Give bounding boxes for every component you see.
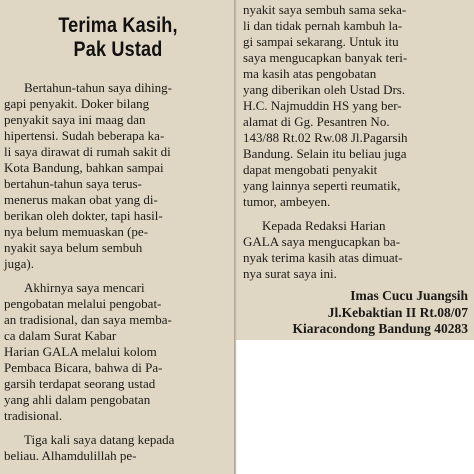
article-text-line: li saya dirawat di rumah sakit di <box>4 144 171 159</box>
article-text-line: penyakit saya ini maag dan <box>4 112 146 127</box>
article-text-line: nyakit saya sembuh sama seka- <box>243 2 407 17</box>
article-text-line: ca dalam Surat Kabar <box>4 328 117 343</box>
signature-name: Imas Cucu Juangsih <box>350 288 468 303</box>
article-text-line: beliau. Alhamdulillah pe- <box>4 448 137 463</box>
article-text-line: nyakit saya belum sembuh <box>4 240 143 255</box>
article-text-line: hipertensi. Sudah beberapa ka- <box>4 128 165 143</box>
article-text-line: an tradisional, dan saya memba- <box>4 312 172 327</box>
article-text-line: Harian GALA melalui kolom <box>4 344 157 359</box>
article-text-line: li dan tidak pernah kambuh la- <box>243 18 403 33</box>
article-text-line: tumor, ambeyen. <box>243 194 331 209</box>
article-text-line: Kota Bandung, bahkan sampai <box>4 160 164 175</box>
article-text-line: Pembaca Bicara, bahwa di Pa- <box>4 360 163 375</box>
article-right-column <box>236 0 474 340</box>
article-text-line: GALA saya mengucapkan ba- <box>243 234 401 249</box>
article-text-line: dapat mengobati penyakit <box>243 162 378 177</box>
article-text-line: pengobatan melalui pengobat- <box>4 296 162 311</box>
article-text-line: gapi penyakit. Doker bilang <box>4 96 150 111</box>
article-text-line: juga). <box>4 256 34 271</box>
article-text-line: yang ahli dalam pengobatan <box>4 392 151 407</box>
signature-address-line-2: Kiaracondong Bandung 40283 <box>292 321 468 336</box>
article-text-line: nyak terima kasih atas dimuat- <box>243 250 403 265</box>
article-text-line: Tiga kali saya datang kepada <box>24 432 175 447</box>
column-fold-shadow <box>234 0 237 474</box>
article-text-line: bertahun-tahun saya terus- <box>4 176 142 191</box>
article-text-line: gi sampai sekarang. Untuk itu <box>243 34 399 49</box>
article-text-line: ma kasih atas pengobatan <box>243 66 377 81</box>
article-text-line: garsih terdapat seorang ustad <box>4 376 156 391</box>
article-title-line-1: Terima Kasih, <box>58 14 178 37</box>
article-left-column <box>0 0 236 474</box>
article-title-line-2: Pak Ustad <box>73 38 163 61</box>
article-text-line: Akhirnya saya mencari <box>24 280 145 295</box>
article-text-line: nya belum memuaskan (pe- <box>4 224 149 239</box>
article-text-line: Bertahun-tahun saya dihing- <box>24 80 173 95</box>
article-text-line: yang diberikan oleh Ustad Drs. <box>243 82 406 97</box>
article-text-line: H.C. Najmuddin HS yang ber- <box>243 98 402 113</box>
article-text-line: Kepada Redaksi Harian <box>262 218 386 233</box>
article-text-line: alamat di Gg. Pesantren No. <box>243 114 390 129</box>
article-text-line: menerus makan obat yang di- <box>4 192 158 207</box>
article-text-line: berikan oleh dokter, tapi hasil- <box>4 208 163 223</box>
signature-address-line-1: Jl.Kebaktian II Rt.08/07 <box>327 305 468 320</box>
article-text-line: 143/88 Rt.02 Rw.08 Jl.Pagarsih <box>243 130 408 145</box>
article-text-line: Bandung. Selain itu beliau juga <box>243 146 407 161</box>
article-text-line: saya mengucapkan banyak teri- <box>243 50 408 65</box>
article-text-line: yang lainnya seperti reumatik, <box>243 178 401 193</box>
article-text-line: tradisional. <box>4 408 63 423</box>
article-text-line: nya surat saya ini. <box>243 266 337 281</box>
